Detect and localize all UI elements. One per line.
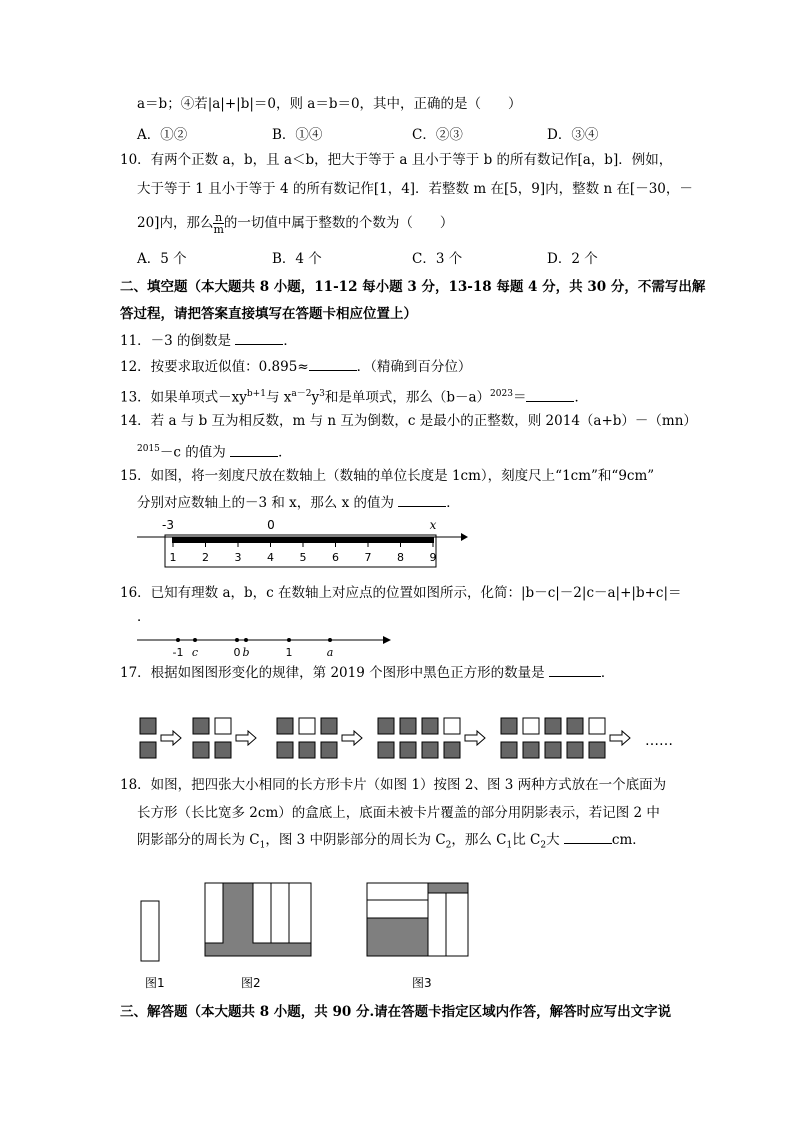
q16-line1: 16．已知有理数 a，b，c 在数轴上对应点的位置如图所示，化简：|b－c|－2|c－a|+|b+c|＝	[120, 585, 682, 601]
q10-option-c: C．3 个	[412, 251, 463, 267]
q16-point-label: 0	[233, 646, 241, 658]
section2-heading-line1: 二、填空题（本大题共 8 小题，11-12 每小题 3 分，13-18 每题 4 分，共 30 分，不需写出解	[120, 279, 706, 295]
q16-point	[328, 638, 332, 642]
q10-option-d: D．2 个	[547, 251, 598, 267]
q17-ellipsis: ……	[645, 733, 673, 749]
q13-exp1: b+1	[246, 389, 266, 399]
q15-answer-blank[interactable]	[398, 494, 446, 507]
arrow-icon	[465, 731, 485, 745]
arrow-icon	[610, 731, 630, 745]
black-square	[140, 742, 156, 758]
black-square	[400, 718, 416, 734]
q18-sub2: 2	[445, 840, 452, 851]
q14-text2: －c 的值为	[159, 444, 226, 461]
black-square	[567, 742, 583, 758]
q12-end: ．（精确到百分位）	[356, 359, 472, 375]
q13-answer-blank[interactable]	[526, 389, 574, 402]
q18-fig2-shade-column	[223, 883, 253, 956]
q18-fig2-card	[271, 883, 289, 943]
q16-number-line	[135, 630, 395, 658]
q16-point-label: c	[191, 646, 199, 658]
arrow-icon	[236, 731, 256, 745]
q15-ruler-label: 9	[429, 551, 437, 564]
q15-ruler-band	[172, 537, 434, 543]
fraction-numerator: n	[215, 211, 223, 224]
q18-line2: 长方形（长比宽多 2cm）的盒底上，底面未被卡片覆盖的部分用阴影表示，若记图 2 中	[137, 805, 660, 821]
black-square	[140, 718, 156, 734]
black-square	[277, 718, 293, 734]
q16-point-label: b	[242, 646, 250, 658]
arrow-icon	[342, 731, 362, 745]
q18-line3	[137, 831, 646, 855]
white-square	[299, 718, 315, 734]
q11	[120, 332, 297, 350]
white-square	[444, 718, 460, 734]
white-square	[215, 718, 231, 734]
q10-option-a: A．5 个	[137, 251, 187, 267]
q10-fraction	[213, 212, 223, 235]
q15-ruler-ticks	[170, 543, 437, 564]
q12-answer-blank[interactable]	[309, 358, 357, 371]
arrow-icon	[161, 731, 181, 745]
section2-heading-line2: 答过程，请把答案直接填写在答题卡相应位置上）	[120, 306, 417, 322]
q10-line2: 大于等于 1 且小于等于 4 的所有数记作[1，4]．若整数 m 在[5，9]内，整数 n 在[－30，－	[137, 181, 693, 197]
q18-text3b: ，图 3 中阴影部分的周长为 C	[265, 832, 446, 848]
q16-points	[173, 638, 334, 658]
q15-ruler-label: 5	[299, 551, 307, 564]
fraction-denominator: m	[213, 223, 224, 236]
q14-exp: 2015	[137, 444, 160, 454]
q15-ruler-label: 6	[332, 551, 339, 564]
q13-mid2: y	[311, 389, 320, 406]
black-square	[277, 742, 293, 758]
q18-fig1-card	[141, 901, 159, 961]
white-square	[523, 718, 539, 734]
q15-ruler-label: 3	[234, 551, 242, 564]
q18-fig2-card	[289, 883, 311, 943]
q11-text: 11．－3 的倒数是	[120, 333, 232, 349]
black-square	[523, 742, 539, 758]
q18-fig2-label: 图2	[241, 976, 261, 990]
q18-fig1-label: 图1	[145, 976, 165, 990]
q15-axis-label: 0	[267, 518, 275, 532]
black-square	[215, 742, 231, 758]
black-square	[501, 718, 517, 734]
q16-point-label: -1	[172, 646, 184, 658]
q18-line1: 18．如图，把四张大小相同的长方形卡片（如图 1）按图 2、图 3 两种方式放在一个底面为	[120, 777, 667, 793]
q16-point-label: a	[326, 646, 334, 658]
black-square	[193, 718, 209, 734]
black-square	[589, 742, 605, 758]
q15-axis-label: x	[429, 518, 437, 532]
q18-sub3: 1	[506, 840, 513, 851]
q16-point	[193, 638, 197, 642]
q16-point-label: 1	[285, 646, 293, 658]
q11-answer-blank[interactable]	[235, 332, 283, 345]
q16-line2: ．	[137, 609, 151, 625]
q18-fig3-card	[428, 893, 446, 956]
q15-ruler-label: 7	[364, 551, 372, 564]
q10-line3-post: 的一切值中属于整数的个数为（ ）	[223, 215, 454, 231]
q10-line3	[137, 212, 453, 235]
q18-fig3-shade-top	[428, 883, 468, 893]
q12-text: 12．按要求取近似值：0.895≈	[120, 359, 309, 375]
black-square	[545, 718, 561, 734]
q15-axis-arrow	[461, 533, 468, 541]
q13-exp3: 3	[319, 389, 325, 399]
q15-text2: 分别对应数轴上的－3 和 x，那么 x 的值为	[137, 495, 394, 511]
black-square	[193, 742, 209, 758]
white-square	[589, 718, 605, 734]
q13-end: ．	[574, 389, 588, 406]
q16-point	[235, 638, 239, 642]
q14-answer-blank[interactable]	[230, 444, 278, 457]
q18-sub1: 1	[259, 840, 266, 851]
q18-figures	[135, 875, 480, 995]
q17-pattern-figure	[135, 712, 695, 764]
q9-option-a: A．①②	[137, 127, 188, 143]
q12	[120, 358, 471, 376]
black-square	[501, 742, 517, 758]
black-square	[378, 718, 394, 734]
q18-text3c: ，那么 C	[451, 832, 507, 848]
q18-text3e: 大	[546, 832, 560, 848]
q18-fig3-card	[367, 883, 428, 900]
q13-mid: 与 x	[265, 389, 292, 406]
q17-text: 17．根据如图图形变化的规律，第 2019 个图形中黑色正方形的数量是	[120, 665, 545, 681]
q17-end: ．	[600, 665, 615, 681]
black-square	[321, 718, 337, 734]
q17-pattern	[140, 718, 630, 758]
q10-line1: 10．有两个正数 a，b，且 a＜b，把大于等于 a 且小于等于 b 的所有数记作[a，b]．例如，	[120, 152, 673, 168]
q15-line2	[137, 494, 460, 512]
q18-fig3-card	[367, 900, 428, 918]
q16-axis-arrow	[383, 636, 391, 644]
q11-end: ．	[283, 333, 297, 349]
q18-fig3-shade-left	[367, 918, 428, 956]
q18-fig3-label: 图3	[412, 976, 432, 990]
q17-answer-blank[interactable]	[549, 664, 601, 677]
q18-fig2-card	[253, 883, 271, 943]
q18-sub4: 2	[540, 840, 547, 851]
q18-fig3-card	[446, 893, 468, 956]
black-square	[422, 718, 438, 734]
q15-ruler-figure	[135, 516, 470, 568]
black-square	[545, 742, 561, 758]
q18-end: cm．	[611, 832, 646, 848]
q13-mid3: 和是单项式，那么（b－a）	[324, 389, 491, 406]
q18-answer-blank[interactable]	[564, 831, 612, 844]
black-square	[378, 742, 394, 758]
q13-exp4: 2023	[490, 389, 513, 399]
section3-heading: 三、解答题（本大题共 8 小题，共 90 分.请在答题卡指定区域内作答，解答时应写出文字说	[120, 1004, 672, 1020]
q17	[120, 664, 614, 682]
q14-line1: 14．若 a 与 b 互为相反数，m 与 n 互为倒数，c 是最小的正整数，则 2014（a+b）－（mn）	[120, 413, 697, 429]
q16-point	[176, 638, 180, 642]
q18-text3d: 比 C	[512, 832, 541, 848]
q13-equals: ＝	[512, 389, 527, 406]
q18-fig2-shade-bottom	[205, 943, 311, 956]
q14-end: ．	[278, 444, 292, 461]
black-square	[400, 742, 416, 758]
q9-option-d: D．③④	[547, 127, 599, 143]
q15-line1: 15．如图，将一刻度尺放在数轴上（数轴的单位长度是 1cm），刻度尺上“1cm”和“9cm”	[120, 468, 655, 484]
q9-tail: a＝b；④若|a|+|b|＝0，则 a＝b＝0，其中，正确的是（ ）	[137, 96, 522, 112]
q9-option-b: B．①④	[272, 127, 323, 143]
q13	[120, 385, 588, 407]
black-square	[444, 742, 460, 758]
black-square	[422, 742, 438, 758]
q9-option-c: C．②③	[412, 127, 463, 143]
q15-ruler-label: 4	[267, 551, 274, 564]
q15-axis-label: -3	[162, 518, 174, 532]
q15-ruler-label: 8	[397, 551, 404, 564]
q15-end: ．	[446, 495, 460, 511]
black-square	[567, 718, 583, 734]
q13-text: 13．如果单项式－xy	[120, 389, 247, 406]
q18-fig2-card	[205, 883, 223, 943]
black-square	[321, 742, 337, 758]
q15-ruler-label: 2	[202, 551, 209, 564]
black-square	[299, 742, 315, 758]
q18-text3a: 阴影部分的周长为 C	[137, 832, 260, 848]
q14-line2	[137, 440, 292, 462]
q10-line3-pre: 20]内，那么	[137, 215, 214, 231]
q16-point	[244, 638, 248, 642]
q16-point	[287, 638, 291, 642]
q10-option-b: B．4 个	[272, 251, 322, 267]
q13-exp2: a－2	[291, 389, 312, 399]
q15-ruler-label: 1	[169, 551, 177, 564]
